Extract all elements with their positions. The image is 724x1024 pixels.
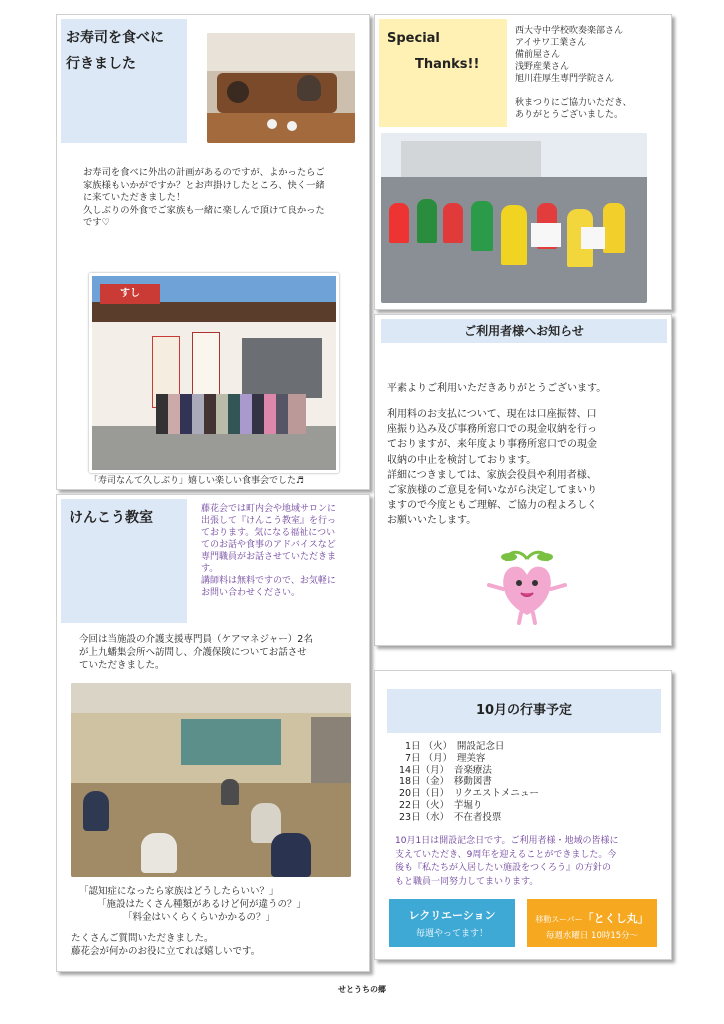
sushi-panel (56, 14, 370, 490)
events-title: 10月の行事予定 (475, 703, 573, 718)
super-name: 「とくし丸」 (582, 912, 649, 925)
events-panel (374, 670, 672, 960)
event-schedule (399, 741, 539, 824)
super-sub: 毎週水曜日 10時15分～ (545, 931, 639, 941)
event-item: 23日（水） 不在者投票 (399, 811, 502, 823)
events-title-bar (387, 689, 661, 733)
sponsor-name: 浅野産業さん (515, 62, 570, 72)
kenko-title: けんこう教室 (69, 510, 153, 526)
kenko-closing: たくさんご質問いただきました。 藤花会が何かのお役に立てれば嬉しいです。 (71, 933, 261, 957)
notice-title-bar (381, 319, 667, 343)
sushi-restaurant-photo (207, 33, 355, 143)
super-prefix: 移動スーパー (535, 915, 583, 924)
special-thanks-panel (374, 14, 672, 310)
sushi-title-label (61, 19, 187, 143)
sushi-body: お寿司を食べに外出の計画があるのですが、よかったらご 家族様もいかがですか？とお声掛けしたところ、快く一緒 に来ていただきました！ 久しぶりの外食でご家族も一緒に楽しんで頂けて良かった です♡ (83, 167, 325, 228)
recreation-badge (389, 899, 515, 947)
notice-greeting: 平素よりご利用いただきありがとうございます。 (387, 383, 607, 394)
recreation-sub: 毎週やってます！ (415, 929, 488, 939)
kenko-seminar-photo (71, 683, 351, 877)
special-thanks-label (379, 19, 507, 127)
event-item: 22日（火） 芋堀り (399, 799, 483, 811)
question: 「施設はたくさん種類があるけど何が違うの？」 (97, 899, 307, 910)
sushi-sign: すし (100, 284, 160, 304)
events-note: 10月1日は開設記念日です。ご利用者様・地域の皆様に 支えていただき、9周年を迎えることができました。今 後も『私たちが入居したい施設をつくろう』の方針の もと職員一同努力してまいります。 (395, 836, 619, 887)
mobile-super-badge (527, 899, 657, 947)
mascot-illustration (479, 545, 575, 625)
question: 「料金はいくらくらいかかるの？」 (123, 912, 276, 923)
thanks-line: ありがとうございました。 (515, 110, 624, 120)
kenko-body: 今回は当施設の介護支援専門員（ケアマネジャー）2名 が上九蟠集会所へ訪問し、介護保険についてお話させ ていただきました。 (79, 634, 313, 671)
recreation-title: レクリエーション (408, 909, 496, 922)
kenko-questions (79, 885, 306, 924)
sponsor-list (515, 25, 632, 121)
event-item: 7日 （月） 理美容 (405, 752, 486, 764)
event-item: 14日（月） 音楽療法 (399, 764, 492, 776)
sushi-title-line2: 行きました (66, 56, 136, 72)
notice-panel (374, 314, 672, 646)
kenko-title-label (61, 499, 187, 623)
band-performance-photo (381, 133, 647, 303)
question: 「認知症になったら家族はどうしたらいい？」 (79, 886, 279, 897)
notice-title: ご利用者様へお知らせ (464, 324, 584, 338)
sushi-building-photo (89, 273, 339, 473)
notice-body: 利用料のお支払について、現在は口座振替、口 座振り込み及び事務所窓口での現金収納を行っ ておりますが、来年度より事務所窓口での現金 収納の中止を検討しております。 詳細につきましては、家族会役員や利用者様、 ご家族様のご意見を伺いながら決定してまいり ますので今度ともご理解、ご協力の程よろしく お願いいたします。 (387, 409, 597, 527)
special-title-line1: Special (387, 31, 440, 46)
event-item: 18日（金） 移動図書 (399, 776, 492, 788)
sponsor-name: 旭川荘厚生専門学院さん (515, 74, 615, 84)
sushi-caption: 「寿司なんて久しぶり」嬉しい楽しい食事会でした♬ (89, 476, 305, 486)
sponsor-name: アイサワ工業さん (515, 38, 587, 48)
special-title-line2: Thanks!! (415, 57, 480, 72)
event-item: 20日（日） リクエストメニュー (399, 788, 539, 800)
sponsor-name: 西大寺中学校吹奏楽部さん (515, 26, 624, 36)
kenko-side-text: 藤花会では町内会や地域サロンに 出張して『けんこう教室』を行っ ております。気になる福祉につい てのお話や食事のアドバイスなど 専門職員がお話させていただきま す。 講師料は無料ですので、お気軽に お問い合わせください。 (201, 504, 337, 598)
sponsor-name: 備前屋さん (515, 50, 561, 60)
event-item: 1日 （火） 開設記念日 (405, 741, 505, 752)
sushi-title-line1: お寿司を食べに (66, 30, 164, 46)
thanks-line: 秋まつりにご協力いただき、 (515, 98, 632, 108)
kenko-panel (56, 494, 370, 972)
footer-title: せとうちの郷 (338, 985, 386, 994)
